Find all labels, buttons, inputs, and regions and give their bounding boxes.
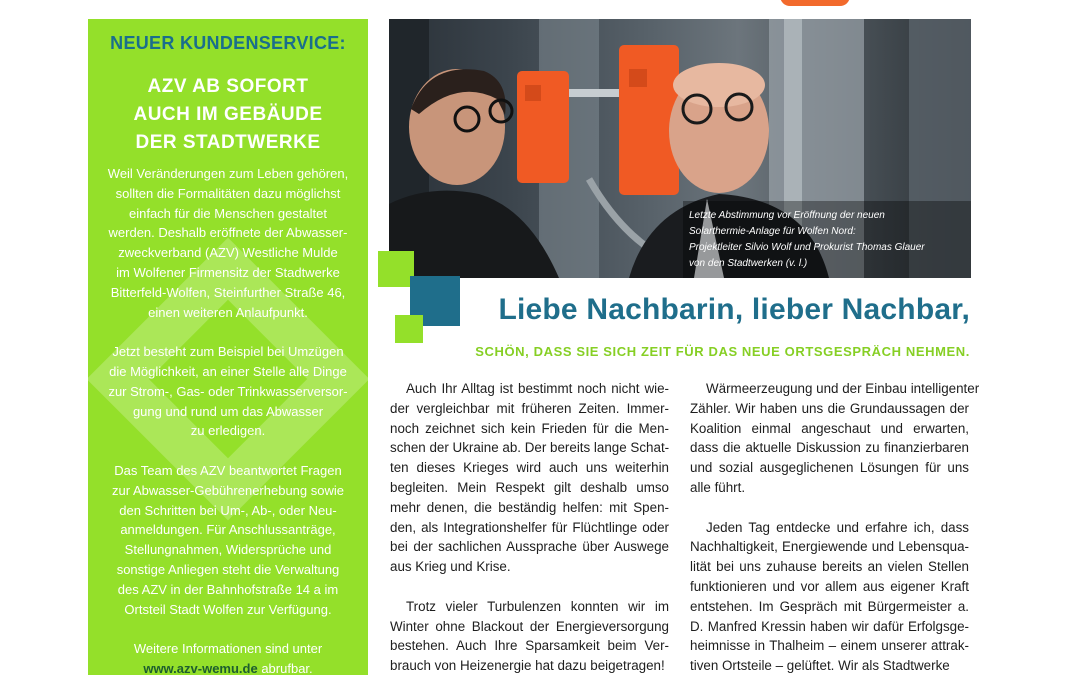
sidebar-line: anmeldungen. Für Anschlussanträge, [120, 522, 336, 538]
sidebar-headline-line: DER STADTWERKE [135, 132, 321, 153]
article-line: der vergleichbar mit früheren Zeiten. Immer- [390, 400, 669, 416]
article-line: mehr denen, die beständig helfen: mit Spen- [390, 499, 669, 515]
sidebar-kicker: NEUER KUNDENSERVICE: [110, 33, 346, 53]
sidebar-line: zu erledigen. [190, 423, 266, 439]
article-headline: Liebe Nachbarin, lieber Nachbar, [498, 293, 970, 326]
green-square-decoration [378, 251, 414, 287]
article-line: ten dieses Krieges wird auch uns weiterhin [390, 460, 669, 476]
article-paragraph [390, 379, 669, 577]
sidebar-line: sonstige Anliegen steht die Verwaltung [116, 561, 340, 577]
sidebar-headline [88, 73, 368, 157]
sidebar-line: den Schritten bei Um-, Ab-, oder Neu- [119, 502, 337, 518]
sidebar-line: des AZV in der Bahnhofstraße 14 a im [117, 581, 339, 597]
article-line: entstehen. Im Gespräch mit Bürgermeister a. [690, 598, 969, 614]
article-paragraph [690, 518, 969, 676]
article-line: Jeden Tag entdecke und erfahre ich, dass [706, 519, 969, 535]
sidebar-paragraph [96, 342, 360, 441]
sidebar-link-suffix: abrufbar. [257, 660, 313, 675]
article-line: Wärmeerzeugung und der Einbau intelligenter [706, 381, 980, 396]
article-line: funktionieren und vor allem aus eigener Kraft [690, 578, 969, 594]
sidebar-line: Ortsteil Stadt Wolfen zur Verfügung. [124, 601, 332, 617]
article-line: schen der Ukraine ab. Der bereits lange Schat- [390, 440, 670, 456]
sidebar-box [88, 19, 368, 675]
sidebar-headline-line: AZV AB SOFORT [147, 76, 309, 97]
sidebar-line: zur Strom-, Gas- oder Trinkwasserversor- [108, 383, 348, 399]
green-square-decoration [395, 315, 423, 343]
article-line: D. Manfred Kressin haben wir dafür Erfolgsge- [690, 618, 969, 634]
sidebar-line: Weitere Informationen sind unter [133, 641, 323, 657]
sidebar-paragraph [96, 639, 360, 675]
top-orange-accent [780, 0, 850, 6]
sidebar-line: im Wolfener Firmensitz der Stadtwerke [116, 264, 340, 280]
article-line: dass die aktuelle Diskussion zu finanzierbaren [690, 440, 969, 456]
article-line: aus Krieg und Krise. [390, 559, 511, 575]
article-line: Winter ohne Blackout der Energieversorgung [390, 618, 669, 634]
photo-caption [689, 208, 971, 272]
sidebar-line: Stellungnahmen, Widersprüche und [124, 542, 332, 558]
sidebar-line: zweckverband (AZV) Westliche Mulde [118, 245, 338, 261]
azv-website-link[interactable]: www.azv-wemu.de [143, 660, 258, 675]
sidebar-line: Das Team des AZV beantwortet Fragen [114, 462, 342, 478]
article-line: Auch Ihr Alltag ist bestimmt noch nicht wie- [406, 381, 669, 396]
article-line: alle führt. [690, 479, 746, 495]
article-line: begleiten. Mein Respekt gilt deshalb umso [390, 479, 669, 495]
sidebar-headline-line: AUCH IM GEBÄUDE [133, 104, 323, 125]
article-subheadline: SCHÖN, DASS SIE SICH ZEIT FÜR DAS NEUE ORTSGESPRÄCH NEHMEN. [475, 344, 970, 359]
article-line: Koalition einmal angeschaut und erwarten, [690, 420, 969, 436]
sidebar-line: gung und rund um das Abwasser [132, 403, 324, 419]
article-paragraph [690, 379, 980, 498]
article-line: und sozial ausgeglichenen Lösungen für uns [690, 460, 969, 476]
sidebar-line: zur Abwasser-Gebührenerhebung sowie [112, 482, 344, 498]
caption-line: Letzte Abstimmung vor Eröffnung der neuen [689, 210, 885, 221]
sidebar-line [96, 659, 360, 675]
sidebar-body [96, 164, 360, 675]
sidebar-line: Weil Veränderungen zum Leben gehören, [107, 166, 349, 181]
caption-line: Projektleiter Silvio Wolf und Prokurist Thomas Glauer [689, 242, 925, 253]
caption-line: Solarthermie-Anlage für Wolfen Nord: [689, 226, 856, 237]
sidebar-line: Jetzt besteht zum Beispiel bei Umzügen [112, 344, 344, 360]
article-line: Zähler. Wir haben uns die Grundaussagen der [690, 400, 969, 416]
article-line: brauch von Heizenergie hat dazu beigetragen! [390, 658, 665, 674]
article-line: Trotz vieler Turbulenzen konnten wir im [406, 598, 669, 614]
article-photo [389, 19, 971, 278]
article-paragraph [390, 597, 669, 676]
top-rule [0, 0, 1080, 4]
article-line: heimnisse in Thalheim – einem unserer attrak- [690, 638, 969, 654]
sidebar-paragraph [96, 164, 360, 322]
article-line: tiven Ortsteile – gelüftet. Wir als Stadtwerke [690, 658, 950, 674]
sidebar-line: werden. Deshalb eröffnete der Abwasser- [108, 225, 348, 241]
article-line: bei der sachlichen Aussprache über Auswege [390, 539, 669, 555]
caption-line: von den Stadtwerken (v. l.) [689, 258, 808, 269]
sidebar-line: einen weiteren Anlaufpunkt. [148, 304, 308, 320]
article-line: noch zeichnet sich kein Frieden für die Men- [390, 420, 669, 436]
article-column-2 [690, 379, 980, 696]
sidebar-line: sollten die Formalitäten dazu möglichst [115, 185, 341, 201]
article-column-1 [390, 379, 669, 696]
sidebar-line: einfach für die Menschen gestaltet [128, 205, 327, 221]
article-line: Nachhaltigkeit, Energiewende und Lebensqua- [690, 539, 969, 555]
article-line: lität bei uns zuhause bereits an vielen Stellen [690, 559, 969, 575]
sidebar-line: Bitterfeld-Wolfen, Steinfurther Straße 46, [110, 284, 346, 300]
sidebar-line: die Möglichkeit, an einer Stelle alle Dinge [109, 363, 347, 379]
article-line: bestehen. Auch Ihre Sparsamkeit beim Ver- [390, 638, 669, 654]
sidebar-paragraph [96, 461, 360, 619]
article-line: den, als Integrationshelfer für Flüchtlinge oder [390, 519, 669, 535]
